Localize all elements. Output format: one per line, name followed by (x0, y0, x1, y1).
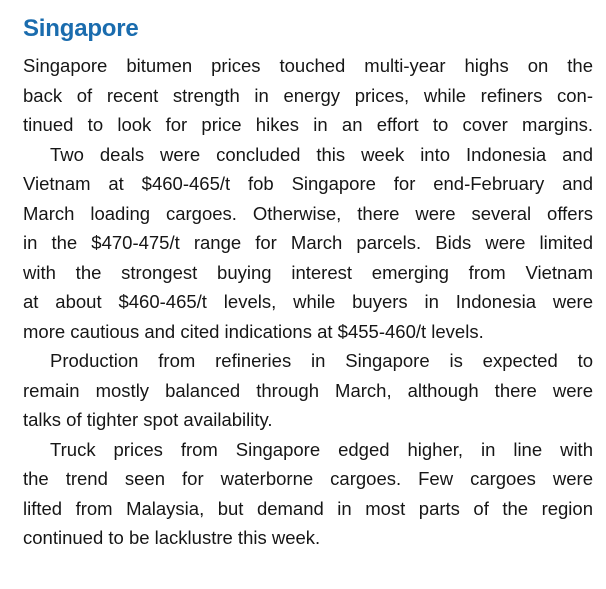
text-line: Production from refineries in Singapore is expected to (50, 350, 593, 371)
text-line: Vietnam at $460-465/t fob Singapore for end-February and (23, 173, 593, 194)
article-body (23, 51, 593, 553)
text-line: remain mostly balanced through March, although there were (23, 379, 593, 401)
text-line: March loading cargoes. Otherwise, there were several offers (23, 202, 593, 224)
section-heading: Singapore (23, 15, 139, 42)
text-line: talks of tighter spot availability. (23, 409, 273, 430)
text-line: lifted from Malaysia, but demand in most parts of the region (23, 497, 593, 519)
article (23, 11, 593, 553)
text-line: tinued to look for price hikes in an effort to cover margins. (23, 114, 593, 135)
text-line: back of recent strength in energy prices, while refiners con- (23, 84, 593, 106)
text-line: with the strongest buying interest emerging from Vietnam (23, 261, 593, 283)
paragraph (23, 140, 593, 347)
text-line: continued to be lacklustre this week. (23, 527, 321, 548)
paragraph (23, 51, 593, 140)
paragraph (23, 346, 593, 435)
text-line: Two deals were concluded this week into Indonesia and (50, 143, 593, 165)
text-line: Truck prices from Singapore edged higher, in line with (50, 438, 593, 460)
text-line: the trend seen for waterborne cargoes. Few cargoes were (23, 468, 593, 489)
text-line: more cautious and cited indications at $455-460/t levels. (23, 320, 484, 342)
text-line: at about $460-465/t levels, while buyers in Indonesia were (23, 291, 593, 312)
text-line: Singapore bitumen prices touched multi-year highs on the (23, 55, 593, 76)
paragraph (23, 435, 593, 553)
text-line: in the $470-475/t range for March parcels. Bids were limited (23, 232, 593, 253)
